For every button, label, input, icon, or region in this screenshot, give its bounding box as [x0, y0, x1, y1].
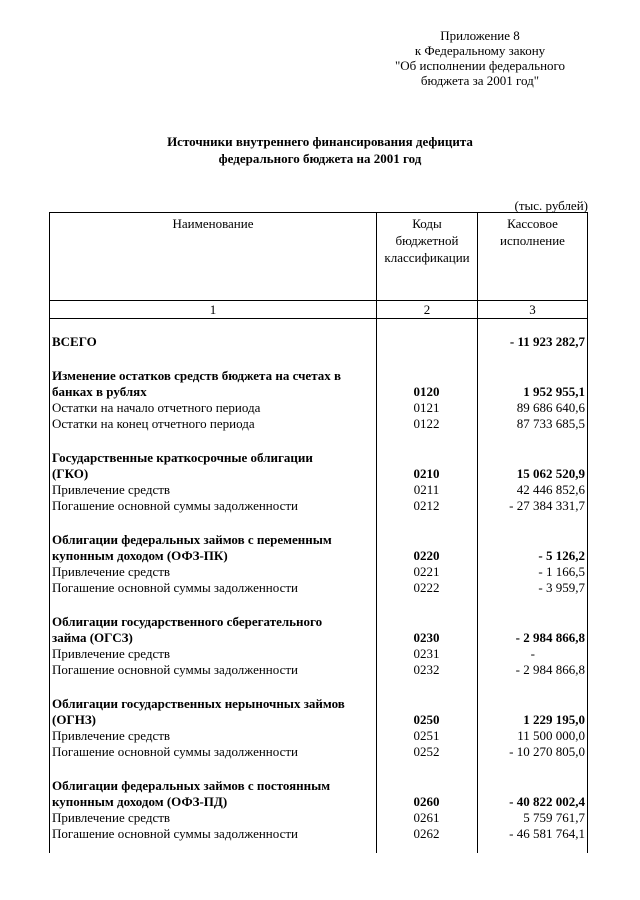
- row-value: 11 500 000,0: [517, 728, 585, 743]
- section-title-line: Облигации государственного сберегательного: [52, 614, 323, 629]
- table-row: [50, 416, 587, 432]
- row-code: 0232: [413, 662, 440, 677]
- number-row-divider: [50, 318, 587, 319]
- table-row: [50, 646, 587, 662]
- appendix-line: бюджета за 2001 год": [420, 73, 540, 88]
- header-name: Наименование: [172, 216, 254, 231]
- section-title: [50, 614, 376, 646]
- table-row: [50, 400, 587, 416]
- row-name: Привлечение средств: [52, 564, 171, 579]
- row-name: ВСЕГО: [52, 334, 97, 349]
- row-code: 0262: [413, 826, 440, 841]
- section-title-line: купонным доходом (ОФЗ-ПК): [52, 548, 228, 563]
- row-name: Погашение основной суммы задолженности: [52, 744, 298, 759]
- row-name: Погашение основной суммы задолженности: [52, 662, 298, 677]
- header-codes-line: Коды: [412, 216, 442, 231]
- header-codes: [377, 215, 477, 266]
- section-title: [50, 450, 376, 482]
- row-value: - 3 959,7: [538, 580, 585, 595]
- appendix-line: "Об исполнении федерального: [394, 58, 566, 73]
- row-value: - 1 166,5: [538, 564, 585, 579]
- row-name: Привлечение средств: [52, 810, 171, 825]
- row-name: Остатки на конец отчетного периода: [52, 416, 255, 431]
- row-name: Привлечение средств: [52, 482, 171, 497]
- table-row: [50, 580, 587, 596]
- row-name: Привлечение средств: [52, 728, 171, 743]
- header-execution: [478, 215, 587, 249]
- row-code: 0121: [413, 400, 440, 415]
- col-number-2: 2: [423, 302, 431, 317]
- row-code: 0120: [413, 384, 440, 399]
- row-name: Погашение основной суммы задолженности: [52, 580, 298, 595]
- row-name: Остатки на начало отчетного периода: [52, 400, 261, 415]
- section-title-line: Облигации федеральных займов с переменным: [52, 532, 332, 547]
- section-header-row: [50, 614, 587, 646]
- table-row: [50, 564, 587, 580]
- units-note: (тыс. рублей): [514, 198, 588, 213]
- appendix-line: к Федеральному закону: [414, 43, 546, 58]
- table-row: [50, 826, 587, 842]
- row-code: 0260: [413, 794, 440, 809]
- row-value: 15 062 520,9: [516, 466, 585, 481]
- section-header-row: [50, 778, 587, 810]
- appendix-line: Приложение 8: [440, 28, 520, 43]
- row-code: [376, 334, 477, 350]
- row-code: 0222: [413, 580, 440, 595]
- header-codes-line: классификации: [384, 250, 470, 265]
- title-line: федерального бюджета на 2001 год: [218, 151, 422, 166]
- section-title-line: купонным доходом (ОФЗ-ПД): [52, 794, 228, 809]
- row-value: 42 446 852,6: [516, 482, 585, 497]
- row-value: - 10 270 805,0: [509, 744, 585, 759]
- row-value: - 11 923 282,7: [509, 334, 585, 349]
- col-number-1: 1: [209, 302, 217, 317]
- row-value: - 46 581 764,1: [509, 826, 585, 841]
- section-title: [50, 778, 376, 810]
- document-title: [0, 133, 640, 167]
- financing-table: [49, 212, 588, 853]
- section-header-row: [50, 532, 587, 564]
- row-name: Погашение основной суммы задолженности: [52, 826, 298, 841]
- header-exec-line: исполнение: [500, 233, 565, 248]
- row-value: 1 952 955,1: [523, 384, 585, 399]
- section-title: [50, 368, 376, 400]
- row-name: Привлечение средств: [52, 646, 171, 661]
- row-value: - 5 126,2: [538, 548, 585, 563]
- row-code: 0122: [413, 416, 440, 431]
- row-code: 0252: [413, 744, 440, 759]
- header-exec-line: Кассовое: [507, 216, 558, 231]
- table-row: [50, 728, 587, 744]
- table-row: [50, 498, 587, 514]
- row-code: 0221: [413, 564, 440, 579]
- row-value: - 2 984 866,8: [515, 662, 585, 677]
- section-title-line: Изменение остатков средств бюджета на счетах в: [52, 368, 342, 383]
- row-value: 5 759 761,7: [523, 810, 585, 825]
- col-number-3: 3: [529, 302, 536, 317]
- section-title-line: Государственные краткосрочные облигации: [52, 450, 313, 465]
- row-value: 87 733 685,5: [516, 416, 585, 431]
- section-header-row: [50, 450, 587, 482]
- row-value: - 2 984 866,8: [515, 630, 585, 645]
- section-title: [50, 696, 376, 728]
- table-row: [50, 482, 587, 498]
- section-title-line: (ГКО): [52, 466, 89, 481]
- section-header-row: [50, 696, 587, 728]
- appendix-header: [370, 28, 590, 88]
- row-value: - 27 384 331,7: [509, 498, 585, 513]
- row-code: 0231: [413, 646, 440, 661]
- row-code: 0211: [413, 482, 440, 497]
- row-code: 0220: [413, 548, 440, 563]
- table-row: [50, 810, 587, 826]
- table-row: [50, 662, 587, 678]
- section-header-row: [50, 368, 587, 400]
- title-line: Источники внутреннего финансирования дефицита: [167, 134, 473, 149]
- row-code: 0212: [413, 498, 440, 513]
- row-code: 0251: [413, 728, 440, 743]
- row-name: Погашение основной суммы задолженности: [52, 498, 298, 513]
- row-value: -: [530, 646, 535, 661]
- section-title-line: займа (ОГСЗ): [52, 630, 133, 645]
- row-value: 89 686 640,6: [516, 400, 585, 415]
- section-title-line: (ОГНЗ): [52, 712, 97, 727]
- row-code: 0261: [413, 810, 440, 825]
- row-code: 0210: [413, 466, 440, 481]
- row-value: - 40 822 002,4: [509, 794, 585, 809]
- section-title-line: Облигации государственных нерыночных займов: [52, 696, 345, 711]
- row-value: 1 229 195,0: [523, 712, 585, 727]
- table-row: [50, 744, 587, 760]
- row-code: 0250: [413, 712, 440, 727]
- total-row: [50, 334, 587, 350]
- table-body: [50, 334, 587, 842]
- section-title-line: Облигации федеральных займов с постоянным: [52, 778, 331, 793]
- section-title: [50, 532, 376, 564]
- section-title-line: банках в рублях: [52, 384, 147, 399]
- header-codes-line: бюджетной: [395, 233, 459, 248]
- row-code: 0230: [413, 630, 440, 645]
